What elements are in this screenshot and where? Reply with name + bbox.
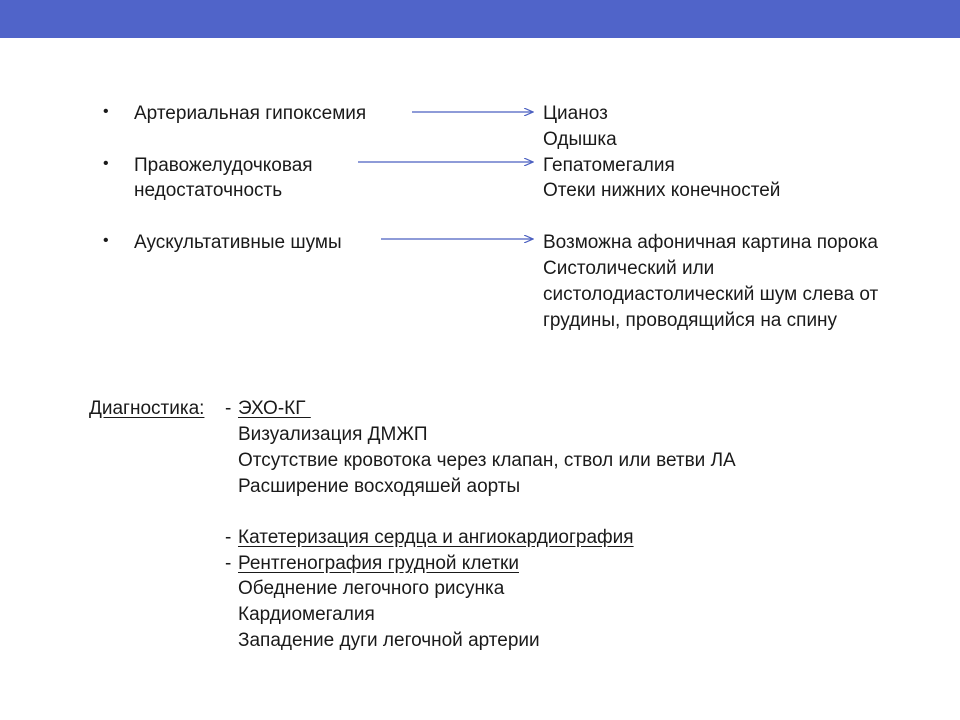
method-title: Рентгенография грудной клетки [238, 553, 519, 574]
method-title: ЭХО-КГ [238, 398, 311, 419]
bullet-marker: • [103, 155, 109, 172]
bullet-label: Правожелудочковая [134, 155, 313, 176]
result-text: Отеки нижних конечностей [543, 180, 781, 201]
finding-text: Визуализация ДМЖП [238, 424, 428, 445]
finding-text: Обеднение легочного рисунка [238, 578, 505, 599]
bullet-marker: • [103, 103, 109, 120]
result-text: Одышка [543, 129, 617, 150]
result-text: Гепатомегалия [543, 155, 675, 176]
result-text: систолодиастолический шум слева от [543, 284, 879, 305]
bullet-label: недостаточность [134, 180, 283, 201]
bullet-label: Аускультативные шумы [134, 232, 342, 253]
dash: - [225, 527, 232, 548]
bullet-label: Артериальная гипоксемия [134, 103, 367, 124]
finding-text: Кардиомегалия [238, 604, 375, 625]
dash: - [225, 553, 232, 574]
dash: - [225, 398, 232, 419]
finding-text: Отсутствие кровотока через клапан, ствол или ветви ЛА [238, 450, 736, 471]
finding-text: Западение дуги легочной артерии [238, 630, 540, 651]
result-text: Возможна афоничная картина порока [543, 232, 878, 253]
finding-text: Расширение восходяшей аорты [238, 476, 521, 497]
diagnostics-label: Диагностика: [89, 398, 205, 419]
bullet-marker: • [103, 232, 109, 249]
result-text: Систолический или [543, 258, 715, 279]
result-text: Цианоз [543, 103, 608, 124]
result-text: грудины, проводящийся на спину [543, 310, 838, 331]
method-title: Катетеризация сердца и ангиокардиография [238, 527, 634, 548]
